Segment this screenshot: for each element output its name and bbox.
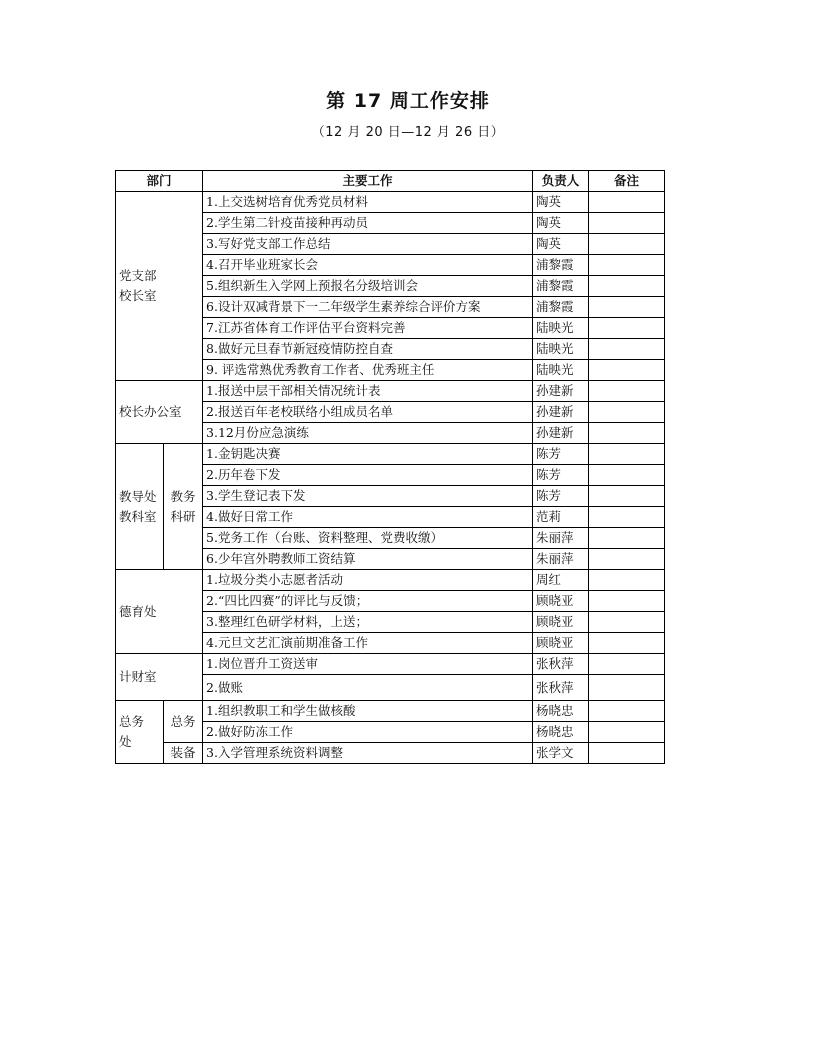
task-cell: 6.设计双减背景下一二年级学生素养综合评价方案	[203, 297, 533, 318]
task-cell: 1.组织教职工和学生做核酸	[203, 701, 533, 722]
note-cell	[589, 654, 665, 675]
dept-teaching	[116, 444, 164, 570]
task-cell: 2.学生第二针疫苗接种再动员	[203, 213, 533, 234]
person-cell: 范莉	[533, 507, 589, 528]
note-cell	[589, 276, 665, 297]
task-cell: 9. 评选常熟优秀教育工作者、优秀班主任	[203, 360, 533, 381]
task-cell: 4.元旦文艺汇演前期准备工作	[203, 633, 533, 654]
dept-party-label: 党支部 校长室	[119, 268, 157, 303]
person-cell: 陶英	[533, 234, 589, 255]
person-cell: 孙建新	[533, 423, 589, 444]
task-cell: 8.做好元旦春节新冠疫情防控自查	[203, 339, 533, 360]
person-cell: 周红	[533, 570, 589, 591]
task-cell: 4.召开毕业班家长会	[203, 255, 533, 276]
note-cell	[589, 444, 665, 465]
note-cell	[589, 722, 665, 743]
note-cell	[589, 213, 665, 234]
subdept-teaching	[164, 444, 203, 570]
date-range: （12 月 20 日—12 月 26 日）	[311, 125, 505, 140]
subdept-general-affairs: 总务	[164, 701, 203, 743]
person-cell: 朱丽萍	[533, 528, 589, 549]
person-cell: 陶英	[533, 192, 589, 213]
page-title: 第 17 周工作安排	[326, 90, 490, 112]
person-cell: 陆映光	[533, 339, 589, 360]
note-cell	[589, 297, 665, 318]
person-cell: 浦黎霞	[533, 297, 589, 318]
note-cell	[589, 633, 665, 654]
note-cell	[589, 591, 665, 612]
note-cell	[589, 486, 665, 507]
table-row	[116, 743, 665, 764]
note-cell	[589, 255, 665, 276]
note-cell	[589, 743, 665, 764]
person-cell: 张秋萍	[533, 675, 589, 701]
dept-teaching-label: 教导处 教科室	[119, 488, 157, 524]
person-cell: 顾晓亚	[533, 633, 589, 654]
task-cell: 6.少年宫外聘教师工资结算	[203, 549, 533, 570]
table-row	[116, 701, 665, 722]
person-cell: 陈芳	[533, 444, 589, 465]
note-cell	[589, 701, 665, 722]
task-cell: 3.写好党支部工作总结	[203, 234, 533, 255]
person-cell: 孙建新	[533, 381, 589, 402]
task-cell: 4.做好日常工作	[203, 507, 533, 528]
table-row	[116, 444, 665, 465]
dept-general	[116, 701, 164, 764]
subdept-teaching-label: 教务 科研	[170, 488, 196, 524]
task-cell: 3.12月份应急演练	[203, 423, 533, 444]
table-row	[116, 381, 665, 402]
person-cell: 浦黎霞	[533, 276, 589, 297]
note-cell	[589, 507, 665, 528]
note-cell	[589, 612, 665, 633]
header-person: 负责人	[533, 171, 589, 192]
table-row	[116, 570, 665, 591]
person-cell: 孙建新	[533, 402, 589, 423]
header-task: 主要工作	[203, 171, 533, 192]
task-cell: 7.江苏省体育工作评估平台资料完善	[203, 318, 533, 339]
person-cell: 杨晓忠	[533, 701, 589, 722]
person-cell: 陶英	[533, 213, 589, 234]
task-cell: 2.做好防冻工作	[203, 722, 533, 743]
note-cell	[589, 549, 665, 570]
header-row	[116, 171, 665, 192]
task-cell: 2.“四比四赛”的评比与反馈；	[203, 591, 533, 612]
table-row	[116, 654, 665, 675]
note-cell	[589, 423, 665, 444]
table-row	[116, 192, 665, 213]
task-cell: 3.学生登记表下发	[203, 486, 533, 507]
person-cell: 陈芳	[533, 465, 589, 486]
person-cell: 浦黎霞	[533, 255, 589, 276]
task-cell: 3.整理红色研学材料，上送；	[203, 612, 533, 633]
note-cell	[589, 339, 665, 360]
note-cell	[589, 192, 665, 213]
dept-finance: 计财室	[116, 654, 203, 701]
person-cell: 顾晓亚	[533, 612, 589, 633]
person-cell: 朱丽萍	[533, 549, 589, 570]
dept-principal-office: 校长办公室	[116, 381, 203, 444]
person-cell: 杨晓忠	[533, 722, 589, 743]
note-cell	[589, 318, 665, 339]
task-cell: 1.上交选树培育优秀党员材料	[203, 192, 533, 213]
note-cell	[589, 675, 665, 701]
dept-general-label: 总务 处	[119, 714, 145, 749]
person-cell: 张学文	[533, 743, 589, 764]
person-cell: 顾晓亚	[533, 591, 589, 612]
task-cell: 2.历年卷下发	[203, 465, 533, 486]
schedule-table	[115, 170, 665, 764]
dept-moral: 德育处	[116, 570, 203, 654]
note-cell	[589, 234, 665, 255]
header-note: 备注	[589, 171, 665, 192]
task-cell: 5.党务工作（台账、资料整理、党费收缴）	[203, 528, 533, 549]
dept-party	[116, 192, 203, 381]
person-cell: 张秋萍	[533, 654, 589, 675]
task-cell: 3.入学管理系统资料调整	[203, 743, 533, 764]
note-cell	[589, 360, 665, 381]
note-cell	[589, 528, 665, 549]
task-cell: 2.做账	[203, 675, 533, 701]
subdept-general-equipment: 装备	[164, 743, 203, 764]
header-dept: 部门	[116, 171, 203, 192]
note-cell	[589, 465, 665, 486]
person-cell: 陆映光	[533, 360, 589, 381]
task-cell: 5.组织新生入学网上预报名分级培训会	[203, 276, 533, 297]
task-cell: 1.金钥匙决赛	[203, 444, 533, 465]
note-cell	[589, 402, 665, 423]
note-cell	[589, 570, 665, 591]
task-cell: 2.报送百年老校联络小组成员名单	[203, 402, 533, 423]
task-cell: 1.报送中层干部相关情况统计表	[203, 381, 533, 402]
note-cell	[589, 381, 665, 402]
task-cell: 1.岗位晋升工资送审	[203, 654, 533, 675]
task-cell: 1.垃圾分类小志愿者活动	[203, 570, 533, 591]
person-cell: 陆映光	[533, 318, 589, 339]
person-cell: 陈芳	[533, 486, 589, 507]
